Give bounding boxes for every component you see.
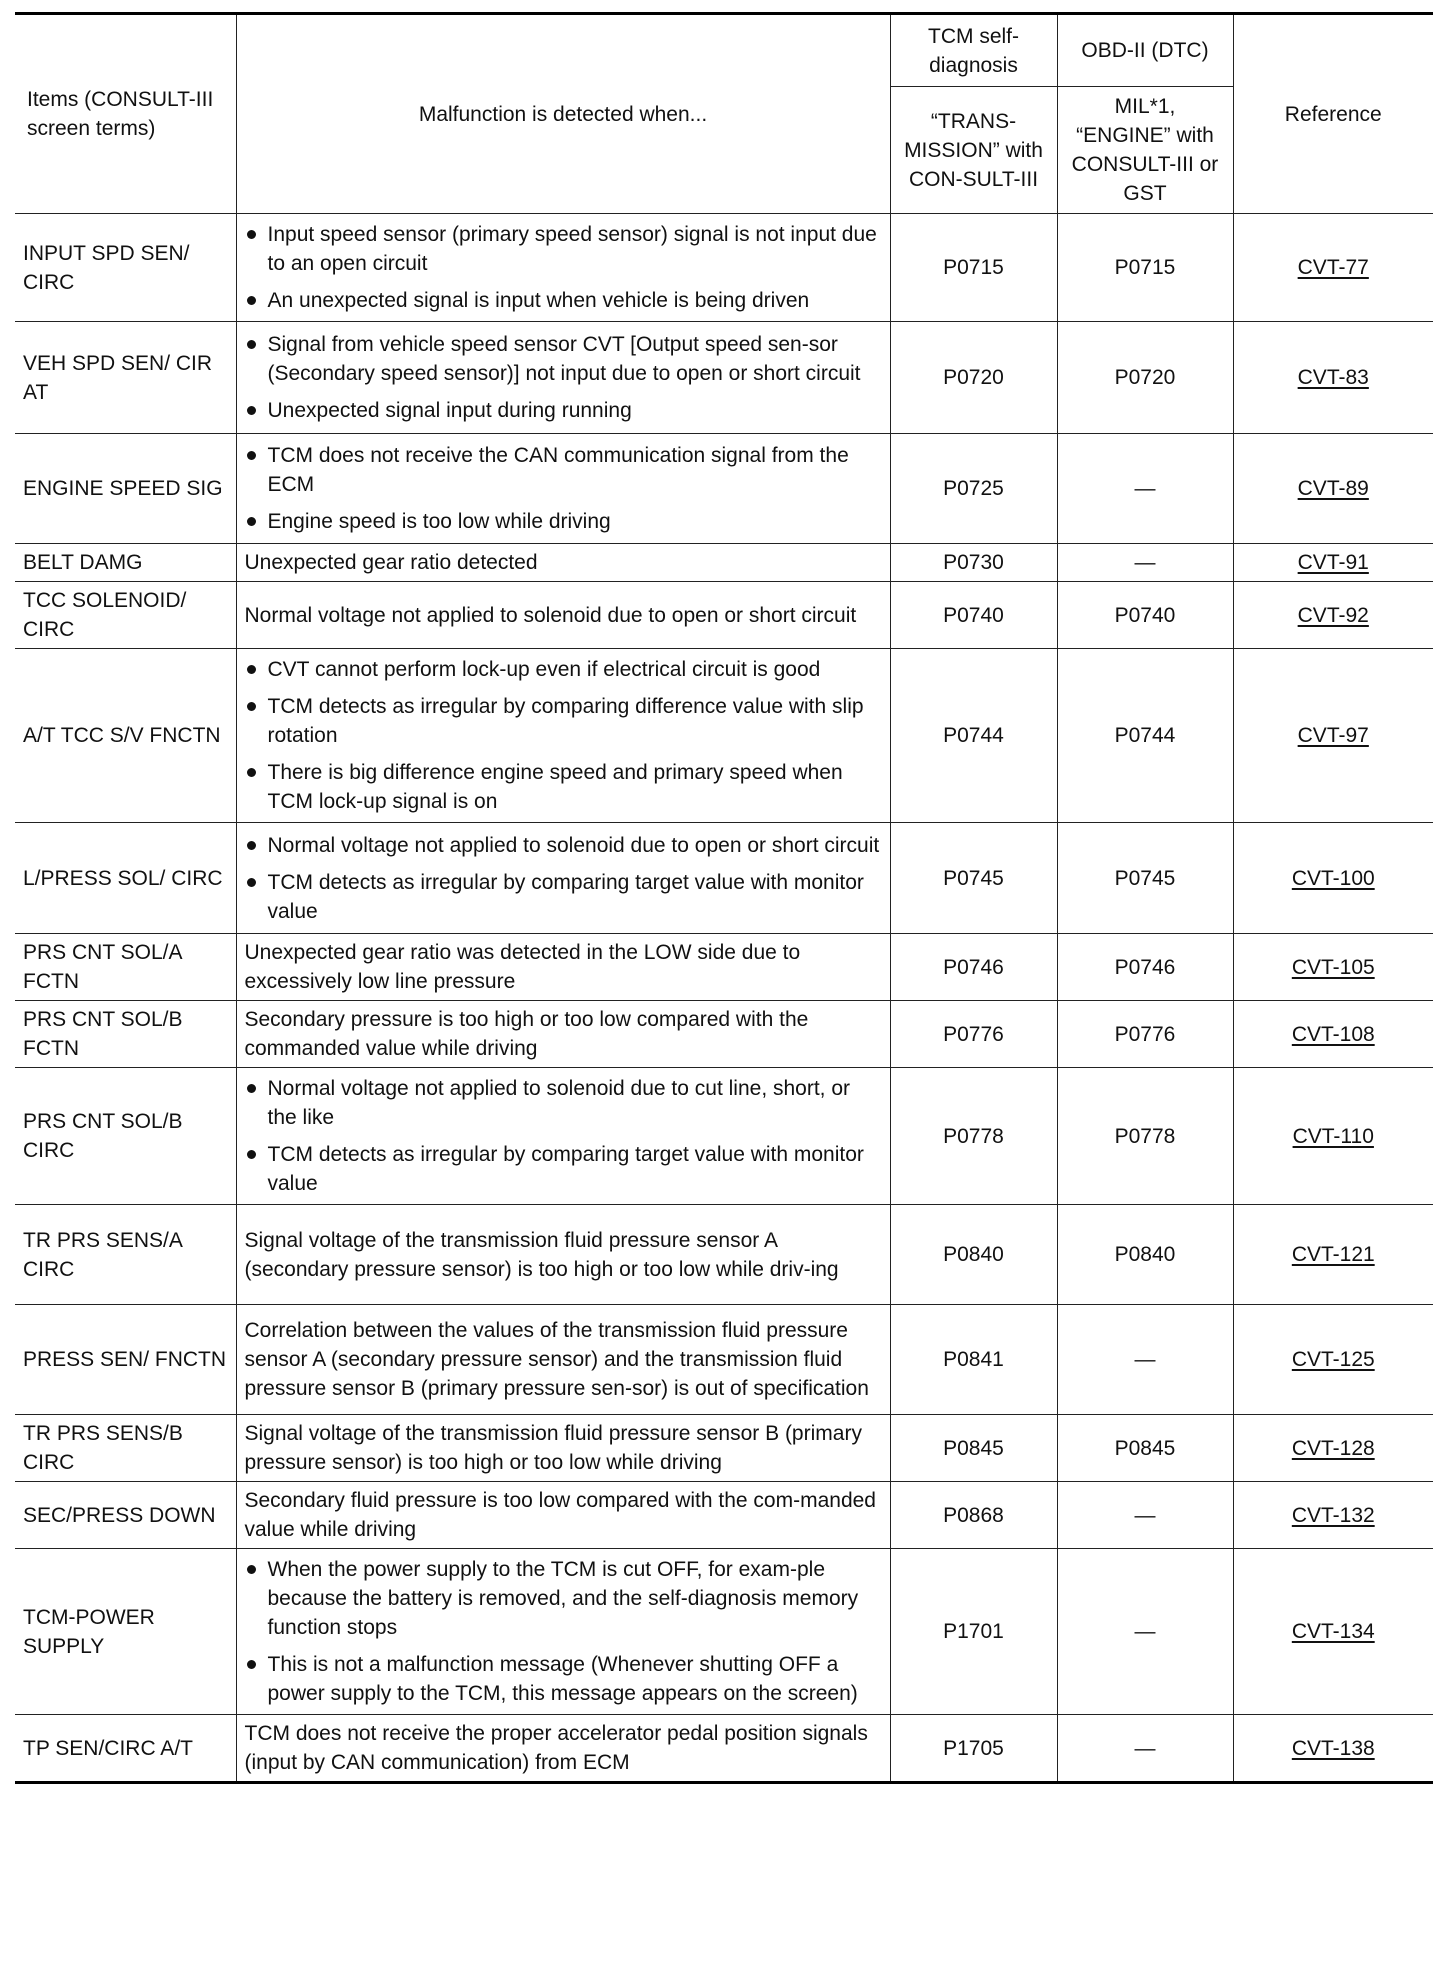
header-tcm-self-diagnosis: TCM self-diagnosis — [890, 14, 1057, 87]
header-tcm-transmission: “TRANS-MISSION” with CON-SULT-III — [890, 87, 1057, 214]
table-row — [15, 582, 1433, 649]
tcm-code-cell: P0841 — [890, 1305, 1057, 1415]
item-cell: SEC/PRESS DOWN — [15, 1482, 236, 1549]
table-row — [15, 214, 1433, 322]
item-cell: BELT DAMG — [15, 544, 236, 582]
reference-cell — [1233, 1001, 1433, 1068]
tcm-code-cell: P0730 — [890, 544, 1057, 582]
obd-code-cell: — — [1057, 1715, 1233, 1783]
item-cell: A/T TCC S/V FNCTN — [15, 649, 236, 823]
reference-cell — [1233, 1549, 1433, 1715]
reference-link[interactable]: CVT-91 — [1297, 551, 1369, 574]
reference-cell — [1233, 1305, 1433, 1415]
reference-link[interactable]: CVT-110 — [1292, 1124, 1374, 1148]
reference-cell — [1233, 434, 1433, 544]
reference-link[interactable]: CVT-108 — [1291, 1022, 1375, 1046]
reference-link[interactable]: CVT-121 — [1291, 1243, 1375, 1266]
reference-cell — [1233, 544, 1433, 582]
malfunction-cell: Unexpected gear ratio detected — [236, 544, 890, 582]
obd-code-cell: P0845 — [1057, 1415, 1233, 1482]
reference-link[interactable]: CVT-89 — [1297, 477, 1369, 500]
table-row — [15, 544, 1433, 582]
malfunction-cell — [236, 434, 890, 544]
table-row — [15, 1001, 1433, 1068]
obd-code-cell: — — [1057, 544, 1233, 582]
reference-link[interactable]: CVT-100 — [1291, 866, 1375, 890]
malfunction-cell: TCM does not receive the proper accelerator pedal position signals (input by CAN communication) from ECM — [236, 1715, 890, 1783]
obd-code-cell: P0740 — [1057, 582, 1233, 649]
malfunction-cell — [236, 649, 890, 823]
reference-link[interactable]: CVT-134 — [1291, 1620, 1375, 1643]
header-reference: Reference — [1233, 14, 1433, 214]
table-row — [15, 434, 1433, 544]
malfunction-bullet: Engine speed is too low while driving — [245, 507, 882, 536]
obd-code-cell: P0744 — [1057, 649, 1233, 823]
tcm-code-cell: P0868 — [890, 1482, 1057, 1549]
reference-cell — [1233, 1205, 1433, 1305]
item-cell: PRS CNT SOL/B CIRC — [15, 1068, 236, 1205]
obd-code-cell: P0778 — [1057, 1068, 1233, 1205]
malfunction-bullet: An unexpected signal is input when vehicle is being driven — [245, 286, 882, 315]
table-row — [15, 1205, 1433, 1305]
tcm-code-cell: P0744 — [890, 649, 1057, 823]
table-row — [15, 934, 1433, 1001]
reference-link[interactable]: CVT-77 — [1297, 256, 1369, 279]
malfunction-cell: Correlation between the values of the transmission fluid pressure sensor A (secondary pressure sensor) and the transmission fluid pressure sensor B (primary pressure sen-sor) is out of specification — [236, 1305, 890, 1415]
reference-cell — [1233, 934, 1433, 1001]
reference-link[interactable]: CVT-125 — [1291, 1348, 1375, 1371]
table-row — [15, 823, 1433, 934]
malfunction-bullet: When the power supply to the TCM is cut OFF, for exam-ple because the battery is removed, and the self-diagnosis memory function stops — [245, 1555, 882, 1642]
reference-link[interactable]: CVT-92 — [1297, 603, 1369, 627]
malfunction-cell — [236, 322, 890, 434]
obd-code-cell: P0840 — [1057, 1205, 1233, 1305]
table-body — [15, 214, 1433, 1783]
malfunction-cell: Unexpected gear ratio was detected in the LOW side due to excessively low line pressure — [236, 934, 890, 1001]
tcm-code-cell: P0840 — [890, 1205, 1057, 1305]
item-cell: PRESS SEN/ FNCTN — [15, 1305, 236, 1415]
item-cell: ENGINE SPEED SIG — [15, 434, 236, 544]
tcm-code-cell: P0746 — [890, 934, 1057, 1001]
reference-link[interactable]: CVT-132 — [1291, 1503, 1375, 1527]
table-row — [15, 1549, 1433, 1715]
malfunction-bullet: There is big difference engine speed and primary speed when TCM lock-up signal is on — [245, 758, 882, 816]
item-cell: INPUT SPD SEN/ CIRC — [15, 214, 236, 322]
item-cell: VEH SPD SEN/ CIR AT — [15, 322, 236, 434]
item-cell: L/PRESS SOL/ CIRC — [15, 823, 236, 934]
item-cell: TCC SOLENOID/ CIRC — [15, 582, 236, 649]
header-obd-mil-engine: MIL*1, “ENGINE” with CONSULT-III or GST — [1057, 87, 1233, 214]
malfunction-cell — [236, 1549, 890, 1715]
obd-code-cell: P0745 — [1057, 823, 1233, 934]
tcm-code-cell: P1705 — [890, 1715, 1057, 1783]
reference-link[interactable]: CVT-83 — [1297, 366, 1369, 389]
tcm-code-cell: P0725 — [890, 434, 1057, 544]
malfunction-cell: Secondary pressure is too high or too low compared with the commanded value while driving — [236, 1001, 890, 1068]
tcm-code-cell: P0715 — [890, 214, 1057, 322]
obd-code-cell: — — [1057, 1482, 1233, 1549]
table-row — [15, 1482, 1433, 1549]
reference-cell — [1233, 1482, 1433, 1549]
malfunction-bullet: TCM does not receive the CAN communication signal from the ECM — [245, 441, 882, 499]
obd-code-cell: P0720 — [1057, 322, 1233, 434]
header-obd-dtc: OBD-II (DTC) — [1057, 14, 1233, 87]
reference-link[interactable]: CVT-105 — [1291, 955, 1375, 979]
malfunction-bullet: CVT cannot perform lock-up even if electrical circuit is good — [245, 655, 882, 684]
table-row — [15, 1415, 1433, 1482]
item-cell: PRS CNT SOL/B FCTN — [15, 1001, 236, 1068]
reference-cell — [1233, 214, 1433, 322]
malfunction-bullet: TCM detects as irregular by comparing target value with monitor value — [245, 1140, 882, 1198]
tcm-code-cell: P0845 — [890, 1415, 1057, 1482]
obd-code-cell: — — [1057, 1549, 1233, 1715]
header-items: Items (CONSULT-III screen terms) — [15, 14, 236, 214]
reference-link[interactable]: CVT-128 — [1291, 1436, 1375, 1460]
malfunction-cell: Signal voltage of the transmission fluid pressure sensor A (secondary pressure sensor) is too high or too low while driv-ing — [236, 1205, 890, 1305]
malfunction-bullet: Normal voltage not applied to solenoid due to open or short circuit — [245, 831, 882, 860]
reference-cell — [1233, 1068, 1433, 1205]
reference-cell — [1233, 582, 1433, 649]
malfunction-bullet: Input speed sensor (primary speed sensor) signal is not input due to an open circuit — [245, 220, 882, 278]
malfunction-cell: Normal voltage not applied to solenoid due to open or short circuit — [236, 582, 890, 649]
tcm-code-cell: P0776 — [890, 1001, 1057, 1068]
malfunction-cell — [236, 823, 890, 934]
malfunction-bullet: Unexpected signal input during running — [245, 396, 882, 425]
item-cell: TCM-POWER SUPPLY — [15, 1549, 236, 1715]
obd-code-cell: — — [1057, 1305, 1233, 1415]
malfunction-cell — [236, 1068, 890, 1205]
malfunction-bullet: TCM detects as irregular by comparing difference value with slip rotation — [245, 692, 882, 750]
malfunction-bullet: Normal voltage not applied to solenoid due to cut line, short, or the like — [245, 1074, 882, 1132]
header-malfunction: Malfunction is detected when... — [236, 14, 890, 214]
item-cell: TR PRS SENS/B CIRC — [15, 1415, 236, 1482]
obd-code-cell: P0715 — [1057, 214, 1233, 322]
malfunction-bullet: Signal from vehicle speed sensor CVT [Output speed sen-sor (Secondary speed sensor)] not input due to open or short circuit — [245, 330, 882, 388]
table-row — [15, 322, 1433, 434]
obd-code-cell: — — [1057, 434, 1233, 544]
tcm-code-cell: P0720 — [890, 322, 1057, 434]
tcm-code-cell: P0778 — [890, 1068, 1057, 1205]
item-cell: PRS CNT SOL/A FCTN — [15, 934, 236, 1001]
table-row — [15, 1305, 1433, 1415]
tcm-code-cell: P1701 — [890, 1549, 1057, 1715]
malfunction-cell — [236, 214, 890, 322]
reference-cell — [1233, 1715, 1433, 1783]
tcm-code-cell: P0740 — [890, 582, 1057, 649]
malfunction-cell: Signal voltage of the transmission fluid pressure sensor B (primary pressure sensor) is too high or too low while driving — [236, 1415, 890, 1482]
reference-cell — [1233, 823, 1433, 934]
reference-cell — [1233, 322, 1433, 434]
table-row — [15, 1715, 1433, 1783]
tcm-code-cell: P0745 — [890, 823, 1057, 934]
obd-code-cell: P0746 — [1057, 934, 1233, 1001]
malfunction-bullet: This is not a malfunction message (Whenever shutting OFF a power supply to the TCM, this message appears on the screen) — [245, 1650, 882, 1708]
reference-cell — [1233, 649, 1433, 823]
item-cell: TR PRS SENS/A CIRC — [15, 1205, 236, 1305]
malfunction-cell: Secondary fluid pressure is too low compared with the com-manded value while driving — [236, 1482, 890, 1549]
dtc-table — [15, 12, 1433, 1784]
malfunction-bullet: TCM detects as irregular by comparing target value with monitor value — [245, 868, 882, 926]
reference-link[interactable]: CVT-97 — [1297, 724, 1369, 747]
reference-cell — [1233, 1415, 1433, 1482]
reference-link[interactable]: CVT-138 — [1291, 1736, 1375, 1760]
table-row — [15, 1068, 1433, 1205]
item-cell: TP SEN/CIRC A/T — [15, 1715, 236, 1783]
obd-code-cell: P0776 — [1057, 1001, 1233, 1068]
table-row — [15, 649, 1433, 823]
